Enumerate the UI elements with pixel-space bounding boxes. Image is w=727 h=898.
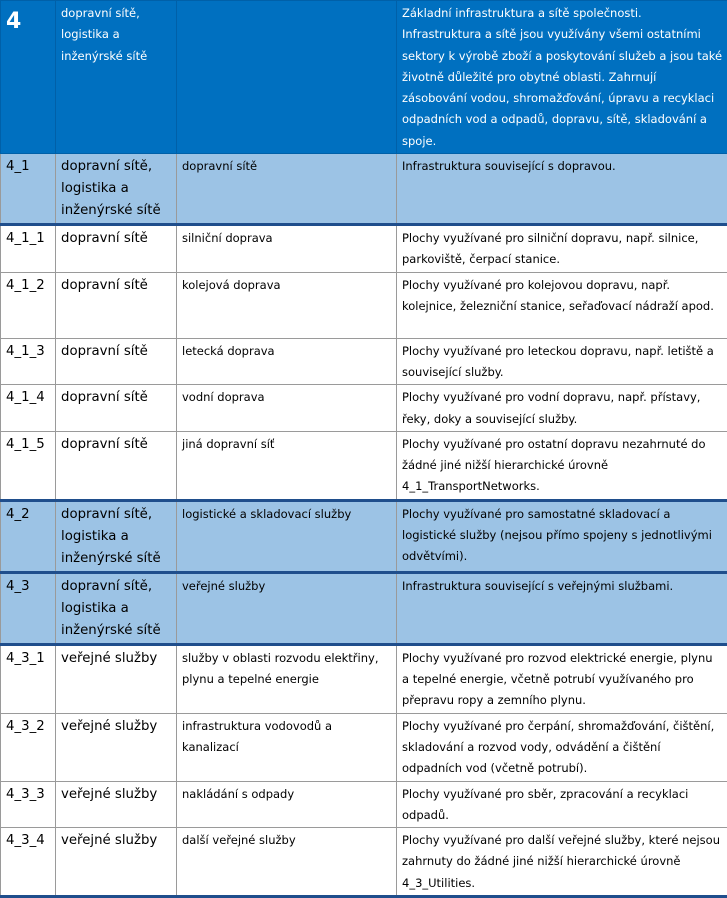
description-cell: Plochy využívané pro kolejovou dopravu, např. kolejnice, železniční stanice, seřaďovací nádraží apod. (397, 272, 727, 338)
table-row (1, 225, 727, 273)
code-cell: 4_1 (1, 154, 56, 225)
table-row (1, 713, 727, 781)
description-cell: Plochy využívané pro čerpání, shromažďování, čištění, skladování a rozvod vody, odvádění a čištění odpadních vod (včetně potrubí). (397, 713, 727, 781)
name-cell: kolejová doprava (177, 272, 397, 338)
name-cell: jiná dopravní síť (177, 431, 397, 500)
name-cell: letecká doprava (177, 338, 397, 385)
category-cell: dopravní sítě, logistika a inženýrské sítě (56, 500, 177, 572)
name-cell: vodní doprava (177, 385, 397, 432)
description-cell: Plochy využívané pro rozvod elektrické energie, plynu a tepelné energie, včetně potrubí využívaného pro přepravu ropy a zemního plynu. (397, 644, 727, 713)
code-cell: 4_3_3 (1, 781, 56, 828)
name-cell: veřejné služby (177, 572, 397, 644)
description-cell: Plochy využívané pro ostatní dopravu nezahrnuté do žádné jiné nižší hierarchické úrovně 4_1_TransportNetworks. (397, 431, 727, 500)
table-row (1, 431, 727, 500)
category-cell: dopravní sítě (56, 385, 177, 432)
name-cell: silniční doprava (177, 225, 397, 273)
description-cell: Plochy využívané pro leteckou dopravu, např. letiště a související služby. (397, 338, 727, 385)
table-row (1, 385, 727, 432)
name-cell: služby v oblasti rozvodu elektřiny, plynu a tepelné energie (177, 644, 397, 713)
category-cell: dopravní sítě, logistika a inženýrské sítě (56, 572, 177, 644)
category-cell: dopravní sítě, logistika a inženýrské sítě (56, 1, 177, 154)
description-cell: Plochy využívané pro samostatné skladovací a logistické služby (nejsou přímo spojeny s jednotlivými odvětvími). (397, 500, 727, 572)
table-row (1, 272, 727, 338)
name-cell: dopravní sítě (177, 154, 397, 225)
table-row (1, 500, 727, 572)
description-cell: Plochy využívané pro další veřejné služby, které nejsou zahrnuty do žádné jiné nižší hierarchické úrovně 4_3_Utilities. (397, 828, 727, 897)
description-cell: Plochy využívané pro vodní dopravu, např. přístavy, řeky, doky a související služby. (397, 385, 727, 432)
code-cell: 4_1_5 (1, 431, 56, 500)
table-row (1, 828, 727, 897)
code-cell: 4_3_1 (1, 644, 56, 713)
name-cell: logistické a skladovací služby (177, 500, 397, 572)
description-cell: Plochy využívané pro sběr, zpracování a recyklaci odpadů. (397, 781, 727, 828)
category-cell: veřejné služby (56, 713, 177, 781)
code-cell: 4_3 (1, 572, 56, 644)
description-cell: Plochy využívané pro silniční dopravu, např. silnice, parkoviště, čerpací stanice. (397, 225, 727, 273)
category-cell: veřejné služby (56, 644, 177, 713)
category-cell: dopravní sítě (56, 431, 177, 500)
category-cell: veřejné služby (56, 828, 177, 897)
description-cell: Infrastruktura související s dopravou. (397, 154, 727, 225)
name-cell: další veřejné služby (177, 828, 397, 897)
code-cell: 4_1_1 (1, 225, 56, 273)
category-cell: dopravní sítě (56, 225, 177, 273)
category-cell: dopravní sítě (56, 272, 177, 338)
category-cell: veřejné služby (56, 781, 177, 828)
code-cell: 4_3_2 (1, 713, 56, 781)
description-cell: Infrastruktura související s veřejnými službami. (397, 572, 727, 644)
category-cell: dopravní sítě, logistika a inženýrské sítě (56, 154, 177, 225)
code-cell: 4_1_3 (1, 338, 56, 385)
table-row (1, 338, 727, 385)
code-cell: 4_1_4 (1, 385, 56, 432)
name-cell: nakládání s odpady (177, 781, 397, 828)
description-cell: Základní infrastruktura a sítě společnosti. Infrastruktura a sítě jsou využívány všemi ostatními sektory k výrobě zboží a poskytování služeb a jsou také životně důležité pro obytné oblasti. Zahrnují zásobování vodou, shromažďování, úpravu a recyklaci odpadních vod a odpadů, dopravu, sítě, skladování a spoje. (397, 1, 727, 154)
name-cell (177, 1, 397, 154)
table-row (1, 154, 727, 225)
code-cell: 4_2 (1, 500, 56, 572)
table-row (1, 572, 727, 644)
name-cell: infrastruktura vodovodů a kanalizací (177, 713, 397, 781)
table-row (1, 644, 727, 713)
code-cell: 4_1_2 (1, 272, 56, 338)
table-row (1, 1, 727, 154)
code-cell: 4 (1, 1, 56, 154)
table-row (1, 781, 727, 828)
category-cell: dopravní sítě (56, 338, 177, 385)
code-cell: 4_3_4 (1, 828, 56, 897)
